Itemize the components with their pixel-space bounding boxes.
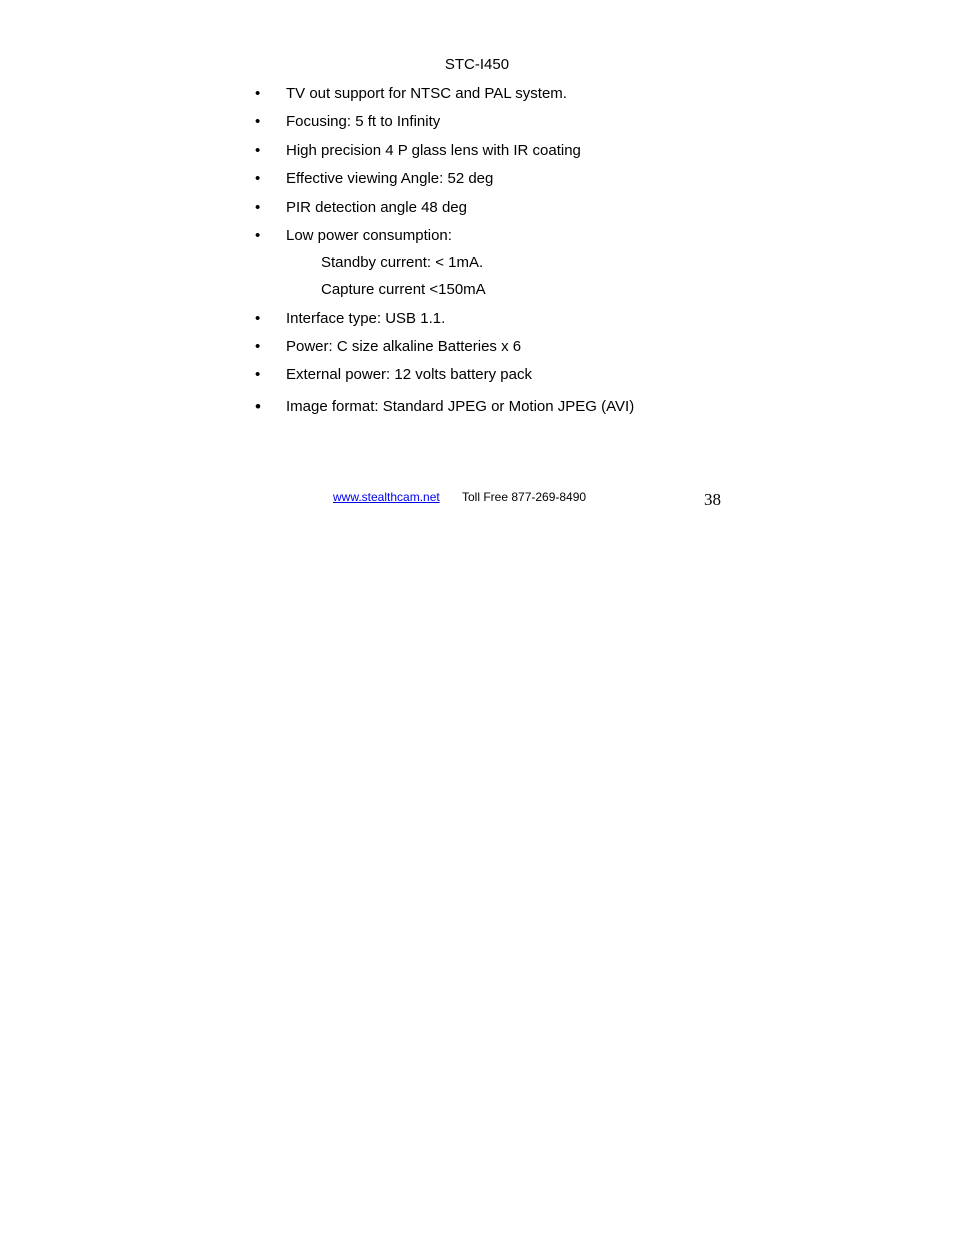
spec-item-image-format: Image format: Standard JPEG or Motion JPEG (AVI) [286, 398, 635, 415]
spec-item-interface: Interface type: USB 1.1. [286, 310, 446, 327]
spec-subitem-standby-current: Standby current: < 1mA. [321, 254, 484, 271]
bullet-icon: • [255, 199, 261, 216]
bullet-icon: • [255, 366, 261, 383]
bullet-icon: • [255, 310, 261, 327]
bullet-icon: • [255, 338, 261, 355]
spec-subitem-capture-current: Capture current <150mA [321, 281, 486, 298]
bullet-icon: • [255, 397, 261, 416]
spec-item-viewing-angle: Effective viewing Angle: 52 deg [286, 170, 494, 187]
spec-item-tv-out: TV out support for NTSC and PAL system. [286, 85, 567, 102]
spec-item-batteries: Power: C size alkaline Batteries x 6 [286, 338, 522, 355]
bullet-icon: • [255, 142, 261, 159]
spec-item-external-power: External power: 12 volts battery pack [286, 366, 532, 383]
bullet-icon: • [255, 227, 261, 244]
bullet-icon: • [255, 170, 261, 187]
spec-item-pir-angle: PIR detection angle 48 deg [286, 199, 467, 216]
spec-item-focusing: Focusing: 5 ft to Infinity [286, 113, 441, 130]
bullet-icon: • [255, 113, 261, 130]
toll-free-phone: Toll Free 877-269-8490 [462, 490, 587, 504]
page-title: STC-I450 [444, 56, 510, 73]
page-number: 38 [704, 490, 721, 509]
bullet-icon: • [255, 85, 261, 102]
spec-item-power-consumption: Low power consumption: [286, 227, 452, 244]
website-link[interactable]: www.stealthcam.net [333, 490, 440, 504]
spec-item-lens: High precision 4 P glass lens with IR coating [286, 142, 581, 159]
